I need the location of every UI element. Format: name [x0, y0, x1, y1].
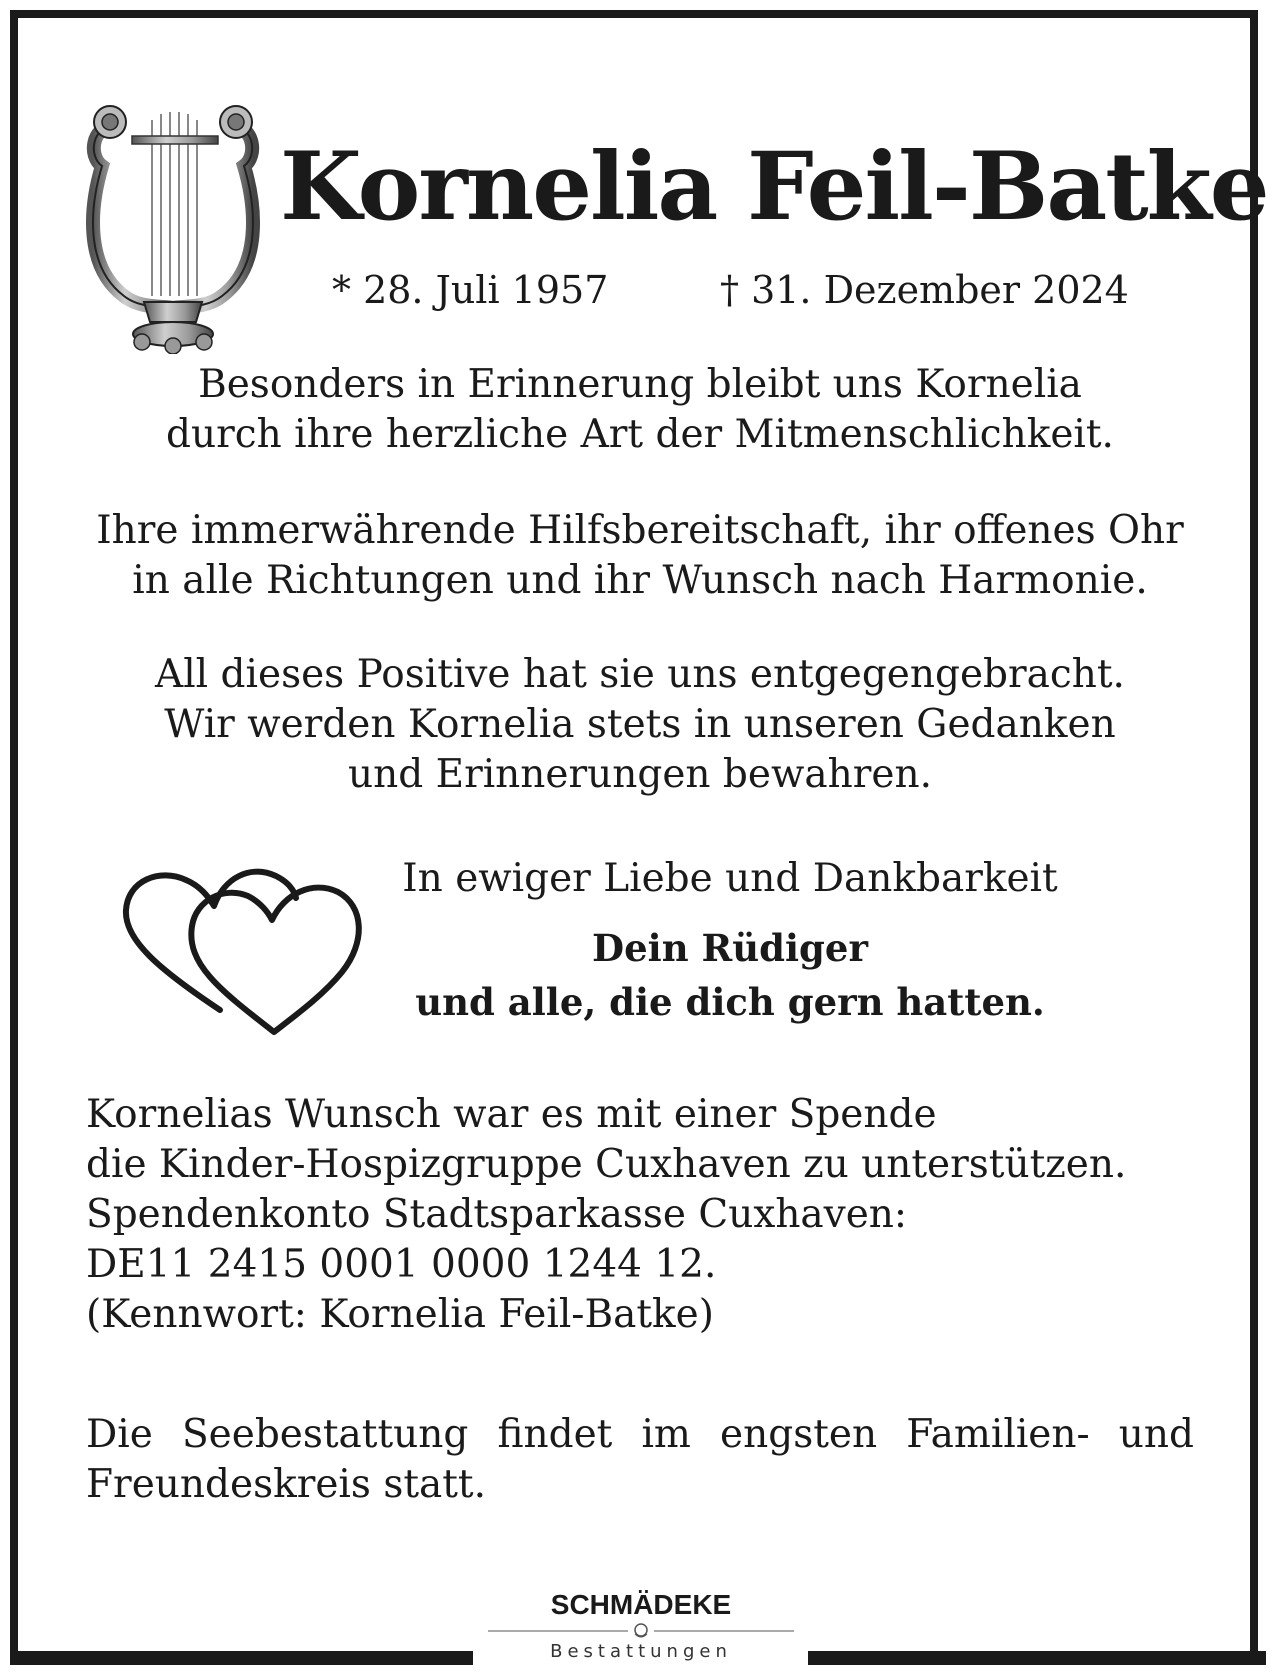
text-line: die Kinder-Hospizgruppe Cuxhaven zu unterstützen.: [86, 1142, 1127, 1187]
text-line: und Erinnerungen bewahren.: [348, 752, 932, 797]
logo-name: SCHMÄDEKE: [550, 1589, 732, 1620]
text-line: Wir werden Kornelia stets in unseren Gedanken: [164, 702, 1116, 747]
closing-line: In ewiger Liebe und Dankbarkeit: [402, 856, 1058, 901]
bottom-rule-right: [808, 1651, 1266, 1665]
text-line: Freundeskreis statt.: [86, 1462, 486, 1507]
logo-ornament-icon: [488, 1622, 794, 1640]
burial-notice: [86, 1410, 1194, 1510]
memory-paragraph-3: [60, 650, 1220, 800]
text-line: in alle Richtungen und ihr Wunsch nach Harmonie.: [132, 558, 1148, 603]
text-line: Die Seebestattung findet im engsten Familien- und: [86, 1412, 1194, 1457]
text-line: (Kennwort: Kornelia Feil-Batke): [86, 1292, 714, 1337]
death-date: † 31. Dezember 2024: [720, 268, 1129, 312]
two-hearts-icon: [120, 860, 366, 1038]
memory-paragraph-2: [60, 506, 1220, 606]
text-line: Spendenkonto Stadtsparkasse Cuxhaven:: [86, 1192, 908, 1237]
lyre-icon: [84, 96, 262, 354]
donation-block: [86, 1090, 1206, 1340]
text-line: Ihre immerwährende Hilfsbereitschaft, ihr offenes Ohr: [96, 508, 1184, 553]
funeral-home-logo: [488, 1588, 794, 1679]
memory-paragraph-1: [60, 360, 1220, 460]
logo-subtitle: Bestattungen: [550, 1641, 732, 1662]
text-line: durch ihre herzliche Art der Mitmenschlichkeit.: [166, 412, 1114, 457]
text-line: Kornelias Wunsch war es mit einer Spende: [86, 1092, 937, 1137]
signer-secondary: und alle, die dich gern hatten.: [415, 980, 1045, 1024]
text-line: All dieses Positive hat sie uns entgegengebracht.: [155, 652, 1125, 697]
iban-line: DE11 2415 0001 0000 1244 12.: [86, 1242, 717, 1287]
text-line: Besonders in Erinnerung bleibt uns Kornelia: [198, 362, 1082, 407]
signer-primary: Dein Rüdiger: [592, 926, 868, 970]
bottom-rule-left: [10, 1651, 473, 1665]
birth-date: * 28. Juli 1957: [332, 268, 609, 312]
deceased-name: Kornelia Feil-Batke: [280, 132, 1268, 242]
